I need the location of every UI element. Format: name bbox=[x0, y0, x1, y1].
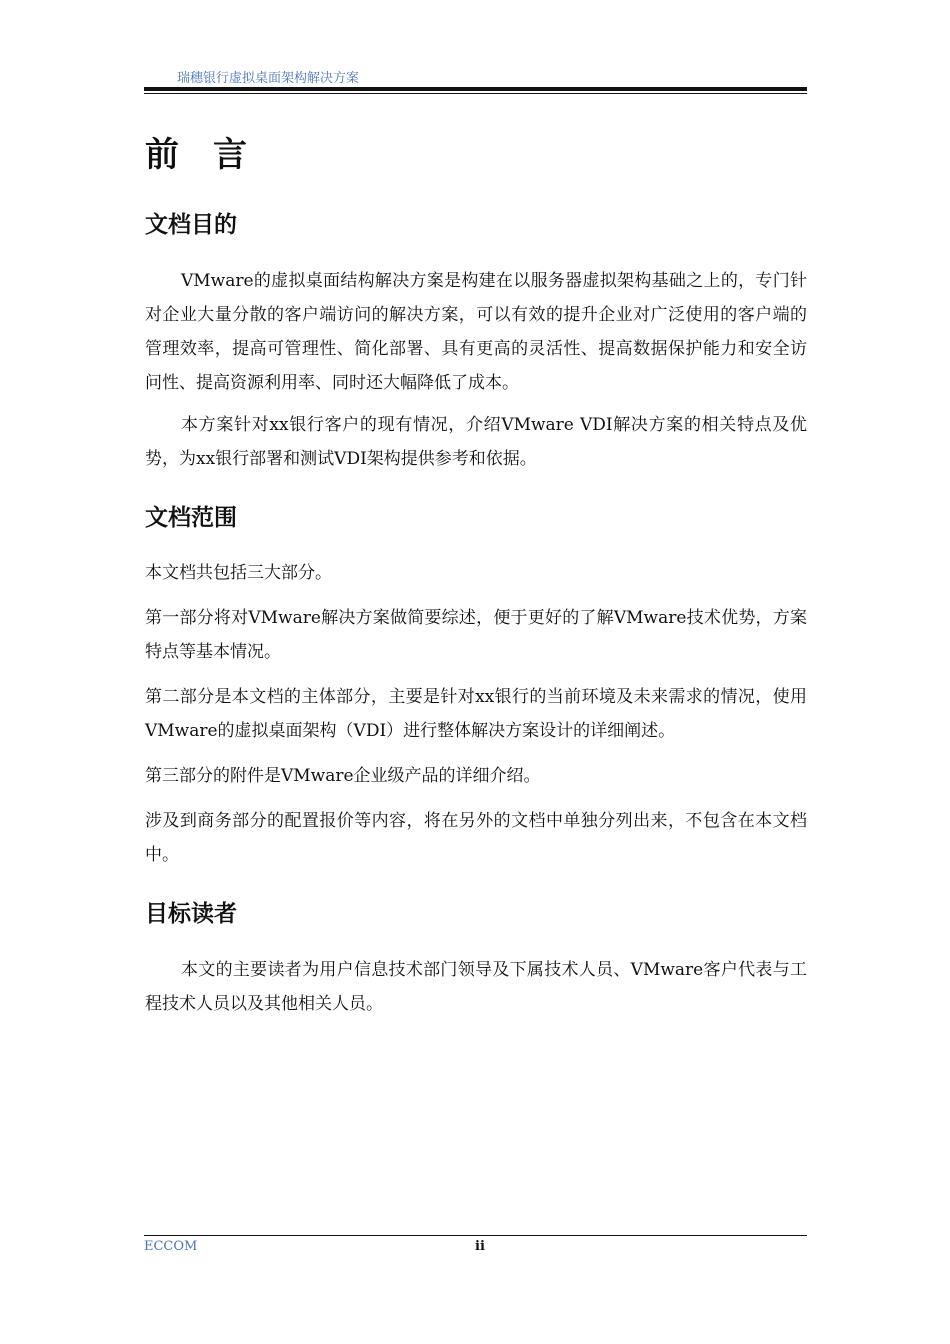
running-header: 瑞穗银行虚拟桌面架构解决方案 bbox=[177, 71, 360, 86]
chapter-title: 前言 bbox=[145, 135, 281, 175]
paragraph: 本文档共包括三大部分。 bbox=[145, 563, 332, 583]
paragraph: 本文的主要读者为用户信息技术部门领导及下属技术人员、VMware客户代表与工程技术人员以及其他相关人员。 bbox=[145, 960, 807, 1014]
header-rule-thin bbox=[144, 93, 807, 94]
paragraph: 第三部分的附件是VMware企业级产品的详细介绍。 bbox=[145, 766, 541, 786]
footer-company: ECCOM bbox=[144, 1239, 198, 1254]
paragraph: 第一部分将对VMware解决方案做简要综述，便于更好的了解VMware技术优势，方案特点等基本情况。 bbox=[145, 608, 807, 662]
page-number: ii bbox=[475, 1239, 485, 1254]
paragraph: 本方案针对xx银行客户的现有情况，介绍VMware VDI解决方案的相关特点及优势，为xx银行部署和测试VDI架构提供参考和依据。 bbox=[145, 415, 807, 469]
page-body bbox=[145, 130, 807, 1021]
footer-rule bbox=[144, 1235, 807, 1236]
section-heading-audience: 目标读者 bbox=[145, 901, 237, 927]
header-rule bbox=[144, 87, 807, 91]
paragraph: 第二部分是本文档的主体部分，主要是针对xx银行的当前环境及未来需求的情况，使用VMware的虚拟桌面架构（VDI）进行整体解决方案设计的详细阐述。 bbox=[145, 687, 807, 741]
section-heading-purpose: 文档目的 bbox=[145, 212, 237, 238]
section-heading-scope: 文档范围 bbox=[145, 505, 237, 531]
paragraph: VMware的虚拟桌面结构解决方案是构建在以服务器虚拟架构基础之上的，专门针对企业大量分散的客户端访问的解决方案，可以有效的提升企业对广泛使用的客户端的管理效率，提高可管理性、简化部署、具有更高的灵活性、提高数据保护能力和安全访问性、提高资源利用率、同时还大幅降低了成本。 bbox=[145, 271, 807, 393]
paragraph: 涉及到商务部分的配置报价等内容，将在另外的文档中单独分列出来，不包含在本文档中。 bbox=[145, 811, 807, 865]
